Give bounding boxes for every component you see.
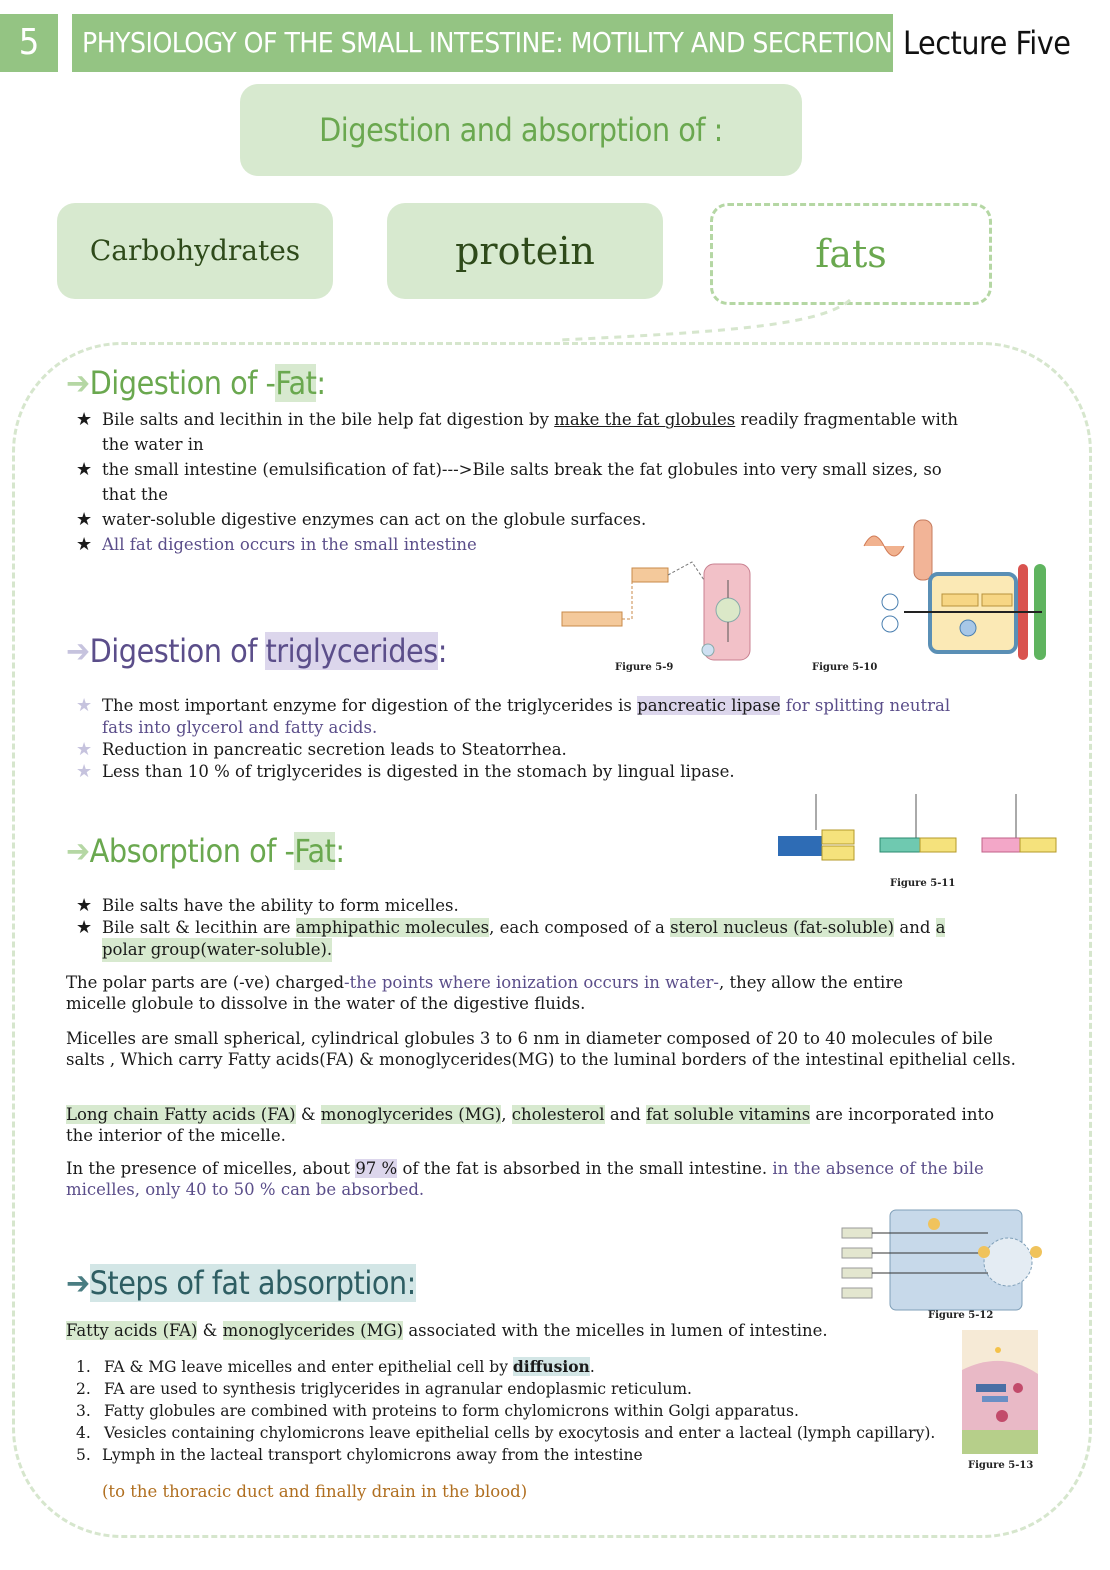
heading-digestion-triglycerides: ➔Digestion of triglycerides: <box>66 632 447 670</box>
paragraph-micelles: Micelles are small spherical, cylindrical globules 3 to 6 nm in diameter composed of 20 to 40 molecules of bile salts , Which carry Fatty acids(FA) & monoglycerides(MG) to the luminal borders of the intestinal epithelial cells. <box>66 1029 1016 1069</box>
star-icon: ★ <box>76 739 93 760</box>
star-icon: ★ <box>76 695 93 716</box>
steps-note: (to the thoracic duct and finally drain in the blood) <box>102 1482 528 1501</box>
list-item: ★ the small intestine (emulsification of fat)--->Bile salts break the fat globules into very small sizes, so <box>76 459 942 480</box>
topic-carbohydrates: Carbohydrates <box>57 203 333 299</box>
arrow-icon: ➔ <box>66 632 90 670</box>
star-icon: ★ <box>76 917 93 938</box>
heading-digestion-fat: ➔Digestion of -Fat: <box>66 364 326 402</box>
arrow-icon: ➔ <box>66 832 90 870</box>
paragraph-polar-parts: The polar parts are (-ve) charged-the points where ionization occurs in water-, they allow the entire micelle globule to dissolve in the water of the digestive fluids. <box>66 973 903 1013</box>
arrow-icon: ➔ <box>66 1264 90 1302</box>
heading-absorption-fat: ➔Absorption of -Fat: <box>66 832 345 870</box>
list-item: ★ The most important enzyme for digestion of the triglycerides is pancreatic lipase for splitting neutral <box>76 695 951 716</box>
list-item: ★ Bile salts have the ability to form micelles. <box>76 895 459 916</box>
figure-5-13 <box>962 1330 1038 1454</box>
list-item: ★ Bile salts and lecithin in the bile help fat digestion by make the fat globules readily fragmentable with <box>76 409 959 430</box>
lecture-label: Lecture Five <box>903 24 1071 62</box>
list-item: ★ Less than 10 % of triglycerides is digested in the stomach by lingual lipase. <box>76 761 735 782</box>
figure-5-9 <box>532 550 782 662</box>
star-icon: ★ <box>76 895 93 916</box>
star-icon: ★ <box>76 509 93 530</box>
steps-intro: Fatty acids (FA) & monoglycerides (MG) associated with the micelles in lumen of intestine. <box>66 1321 828 1340</box>
list-item: ★ All fat digestion occurs in the small intestine <box>76 534 477 555</box>
figure-5-11 <box>776 774 1066 870</box>
list-item: 5. Lymph in the lacteal transport chylomicrons away from the intestine <box>76 1446 643 1464</box>
list-item: ★ water-soluble digestive enzymes can act on the globule surfaces. <box>76 509 647 530</box>
list-item: 1. FA & MG leave micelles and enter epithelial cell by diffusion. <box>76 1357 595 1376</box>
paragraph-micelle-interior: Long chain Fatty acids (FA) & monoglycerides (MG), cholesterol and fat soluble vitamins are incorporated into the interior of the micelle. <box>66 1105 995 1145</box>
figure-caption: Figure 5-12 <box>928 1310 994 1321</box>
figure-caption: Figure 5-10 <box>812 662 878 673</box>
star-icon: ★ <box>76 459 93 480</box>
list-item: that the <box>102 485 168 504</box>
topic-protein: protein <box>387 203 663 299</box>
list-item: ★ Bile salt & lecithin are amphipathic molecules, each composed of a sterol nucleus (fat-soluble) and a <box>76 917 946 938</box>
list-item: polar group(water-soluble). <box>76 938 1026 960</box>
paragraph-presence-micelles: In the presence of micelles, about 97 % of the fat is absorbed in the small intestine. in the absence of the bile micelles, only 40 to 50 % can be absorbed. <box>66 1159 984 1199</box>
list-item: 4. Vesicles containing chylomicrons leave epithelial cells by exocytosis and enter a lacteal (lymph capillary). <box>76 1424 936 1442</box>
chapter-number: 5 <box>0 14 58 72</box>
star-icon: ★ <box>76 409 93 430</box>
topic-fats: fats <box>710 203 992 305</box>
star-icon: ★ <box>76 761 93 782</box>
list-item: the water in <box>102 435 204 454</box>
figure-caption: Figure 5-11 <box>890 878 956 889</box>
list-item: ★ Reduction in pancreatic secretion leads to Steatorrhea. <box>76 739 567 760</box>
list-item: 3. Fatty globules are combined with proteins to form chylomicrons within Golgi apparatus. <box>76 1402 799 1420</box>
figure-5-10 <box>856 516 1056 664</box>
heading-steps-fat-absorption: ➔Steps of fat absorption: <box>66 1264 416 1302</box>
figure-caption: Figure 5-13 <box>968 1460 1034 1471</box>
figure-5-12 <box>838 1192 1078 1314</box>
topic-main-box: Digestion and absorption of : <box>240 84 802 176</box>
arrow-icon: ➔ <box>66 364 90 402</box>
star-icon: ★ <box>76 534 93 555</box>
chapter-title: PHYSIOLOGY OF THE SMALL INTESTINE: MOTILITY AND SECRETION <box>72 14 893 72</box>
steps-list <box>76 1356 956 1466</box>
list-item: fats into glycerol and fatty acids. <box>102 718 378 737</box>
figure-caption: Figure 5-9 <box>615 662 674 673</box>
list-item: 2. FA are used to synthesis triglycerides in agranular endoplasmic reticulum. <box>76 1380 692 1398</box>
